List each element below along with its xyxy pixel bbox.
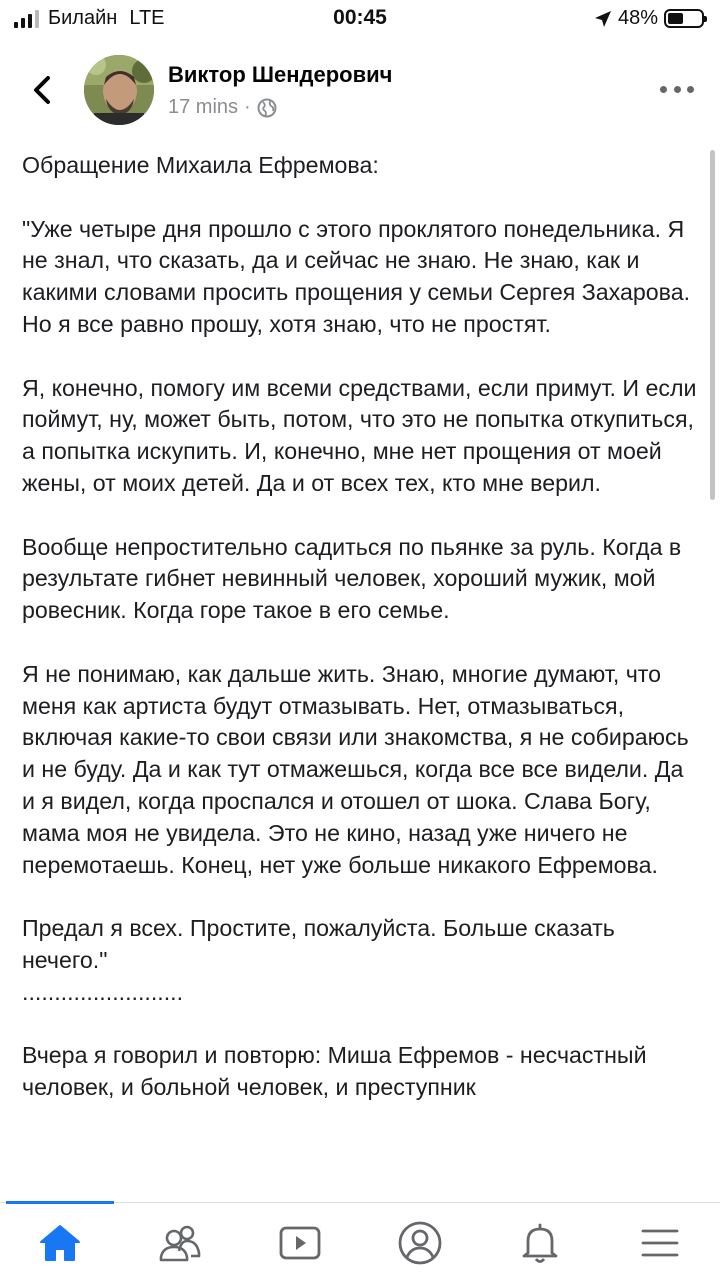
- meta-separator: ·: [244, 96, 251, 118]
- home-icon: [38, 1223, 82, 1263]
- dot-icon: [687, 86, 694, 93]
- tab-watch[interactable]: [270, 1215, 330, 1271]
- post-paragraph: Я не понимаю, как дальше жить. Знаю, многие думают, что меня как артиста будут отмазывать. Нет, отмазываться, включая какие-то свои связи или знакомства, я не собираюсь и не буду. Да и как тут отмажешься, когда все все видели. Да и я видел, когда проспался и отошел от шока. Слава Богу, мама моя не увидела. Это не кино, назад уже ничего не перемотаешь. Конец, нет уже больше никакого Ефремова.: [22, 660, 689, 878]
- active-tab-indicator: [6, 1201, 114, 1204]
- post-meta: [168, 96, 277, 119]
- post-paragraph: Я, конечно, помогу им всеми средствами, если примут. И если поймут, ну, может быть, потом, что это не попытка откупиться, а попытка искупить. И, конечно, мне нет прощения от моей жены, от моих детей. Да и от всех тех, кто мне верил.: [22, 374, 697, 496]
- tab-menu[interactable]: [630, 1215, 690, 1271]
- post-paragraph: Вчера я говорил и повторю: Миша Ефремов - несчастный человек, и больной человек, и преступник: [22, 1042, 647, 1101]
- scrollbar[interactable]: [710, 150, 715, 500]
- post-time[interactable]: 17 mins: [168, 96, 239, 118]
- menu-icon: [640, 1225, 680, 1261]
- dot-icon: [660, 86, 667, 93]
- post-paragraph: Обращение Михаила Ефремова:: [22, 152, 379, 178]
- location-arrow-icon: [594, 10, 612, 28]
- watch-icon: [277, 1223, 323, 1263]
- status-right: [594, 7, 704, 30]
- author-photo: [84, 55, 154, 125]
- friends-icon: [157, 1223, 203, 1263]
- post-header: [0, 44, 720, 144]
- carrier-name: Билайн: [48, 7, 118, 29]
- post-paragraph: "Уже четыре дня прошло с этого проклятого понедельника. Я не знал, что сказать, да и сейчас не знаю. Не знаю, как и какими словами просить прощения у семьи Сергея Захарова. Но я все равно прошу, хотя знаю, что не простят.: [22, 215, 691, 337]
- network-type: LTE: [129, 7, 165, 29]
- signal-strength-icon: [14, 10, 39, 28]
- battery-percent: 48%: [617, 7, 658, 29]
- dot-icon: [674, 86, 681, 93]
- post-paragraph: Вообще непростительно садиться по пьянке за руль. Когда в результате гибнет невинный человек, хороший мужик, мой ровесник. Когда горе такое в его семье.: [22, 533, 682, 624]
- back-button[interactable]: [22, 70, 62, 110]
- post-paragraph: Предал я всех. Простите, пожалуйста. Больше сказать нечего." .........................: [22, 915, 615, 1005]
- chevron-left-icon: [30, 74, 54, 106]
- globe-icon: [257, 98, 277, 118]
- post-text: [22, 150, 698, 1198]
- profile-icon: [397, 1220, 443, 1266]
- clock: 00:45: [333, 6, 387, 29]
- battery-fill: [668, 13, 683, 24]
- notifications-icon: [518, 1221, 562, 1265]
- avatar[interactable]: [84, 55, 154, 125]
- tab-notifications[interactable]: [510, 1215, 570, 1271]
- battery-icon: [664, 9, 704, 28]
- tab-friends[interactable]: [150, 1215, 210, 1271]
- more-options-button[interactable]: [660, 78, 694, 100]
- tab-home[interactable]: [30, 1215, 90, 1271]
- status-bar: [0, 0, 720, 38]
- bottom-nav: [0, 1202, 720, 1280]
- author-name[interactable]: Виктор Шендерович: [168, 62, 393, 87]
- status-left: [14, 7, 165, 30]
- tab-profile[interactable]: [390, 1215, 450, 1271]
